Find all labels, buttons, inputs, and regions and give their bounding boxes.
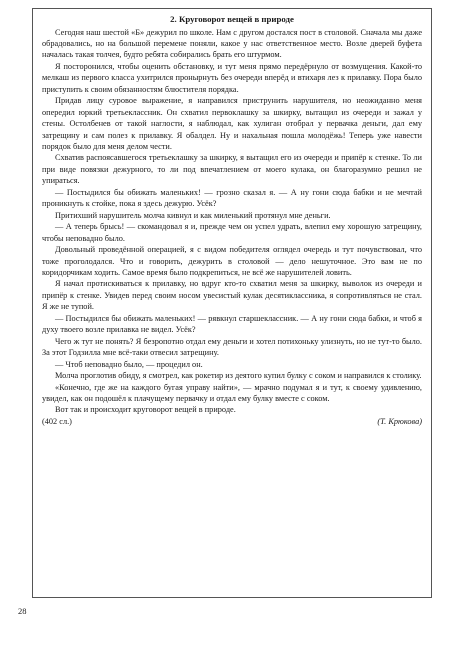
text-frame bbox=[32, 8, 432, 598]
author-attribution: (Т. Крюкова) bbox=[377, 416, 422, 426]
text-footer bbox=[42, 416, 422, 427]
paragraph: — Чтоб неповадно было, — процедил он. bbox=[55, 359, 203, 369]
paragraph: Схватив распоясавшегося третьеклашку за шкирку, я вытащил его из очереди и припёр к стенке. То ли при виде повязки дежурного, то ли под впечатлением от моего кулака, он благоразумно решил не упираться. bbox=[42, 153, 422, 186]
paragraph: «Конечно, где же на каждого бугая управу найти», — мрачно подумал я и тут, к своему удивлению, увидел, как он подошёл к плачущему первачку и отдал ему булку вместе с соком. bbox=[42, 382, 422, 403]
paragraph: Довольный проведённой операцией, я с видом победителя оглядел очередь и тут почувствовал, что тоже проголодался. Что и говорить, дежурить в столовой — дело нешуточное. Это вам не по коридорчикам ходить. Самое время было подкрепиться, не всё же нарушителей ловить. bbox=[42, 245, 422, 278]
paragraph: — Постыдился бы обижать маленьких! — рявкнул старшеклассник. — А ну гони сюда бабки, и чтоб я духу твоего возле прилавка не видел. Усёк? bbox=[42, 313, 422, 335]
section-title: 2. Круговорот вещей в природе bbox=[170, 14, 294, 24]
paragraph: Чего ж тут не понять? Я безропотно отдал ему деньги и хотел потихоньку улизнуть, но не тут-то было. За этот Годзилла мне всё-таки отвесил затрещину. bbox=[42, 336, 422, 358]
page-number: 28 bbox=[18, 606, 27, 616]
paragraph: Я начал протискиваться к прилавку, но вдруг кто-то схватил меня за шкирку, выволок из очереди и припёр к стенке. Увидев перед своим носом увесистый кулак десятиклассника, я сопротивляться не стал. Я же не тупой. bbox=[42, 279, 422, 312]
paragraph: Вот так и происходит круговорот вещей в природе. bbox=[55, 405, 236, 415]
paragraph: Сегодня наш шестой «Б» дежурил по школе. Нам с другом достался пост в столовой. Сначала мы даже обрадовались, но на большой перемене поняли, какое у нас ответственное место. Возле дверей буфета началась такая толчея, будто ребята собирались брать его штурмом. bbox=[42, 27, 422, 60]
paragraph: Притихший нарушитель молча кивнул и как миленький протянул мне деньги. bbox=[55, 210, 331, 220]
word-count: (402 сл.) bbox=[42, 416, 72, 426]
paragraph: Я посторонился, чтобы оценить обстановку, и тут меня прямо передёрнуло от возмущения. Какой-то мелкаш из первого класса ухитрился пронырнуть без очереди вперёд и втихаря лез к прилавку. Пора было приступить к своим обязанностям блюстителя порядка. bbox=[42, 61, 422, 94]
paragraph: — Постыдился бы обижать маленьких! — грозно сказал я. — А ну гони сюда бабки и не мечтай проникнуть к стойке, пока я здесь дежурю. Усёк? bbox=[42, 187, 422, 209]
paragraph: — А теперь брысь! — скомандовал я и, прежде чем он успел удрать, влепил ему хорошую затрещину, чтобы неповадно было. bbox=[42, 222, 422, 243]
text-body bbox=[42, 27, 422, 416]
paragraph: Придав лицу суровое выражение, я направился приструнить нарушителя, но неожиданно меня опередил юркий третьеклассник. Он схватил первоклашку за шкирку, вытащил из очереди и зажал у стены. Остолбенев от такой наглости, я наблюдал, как хулиган отобрал у первачка деньги, дал ему затрещину и сам полез к прилавку. Я обалдел. Ну и нахальная пошла молодёжь! Теперь уже навести порядок было для меня делом чести. bbox=[42, 96, 422, 152]
paragraph: Молча проглотив обиду, я смотрел, как рокетир из деятого купил булку с соком и направился к столику. bbox=[55, 371, 422, 381]
